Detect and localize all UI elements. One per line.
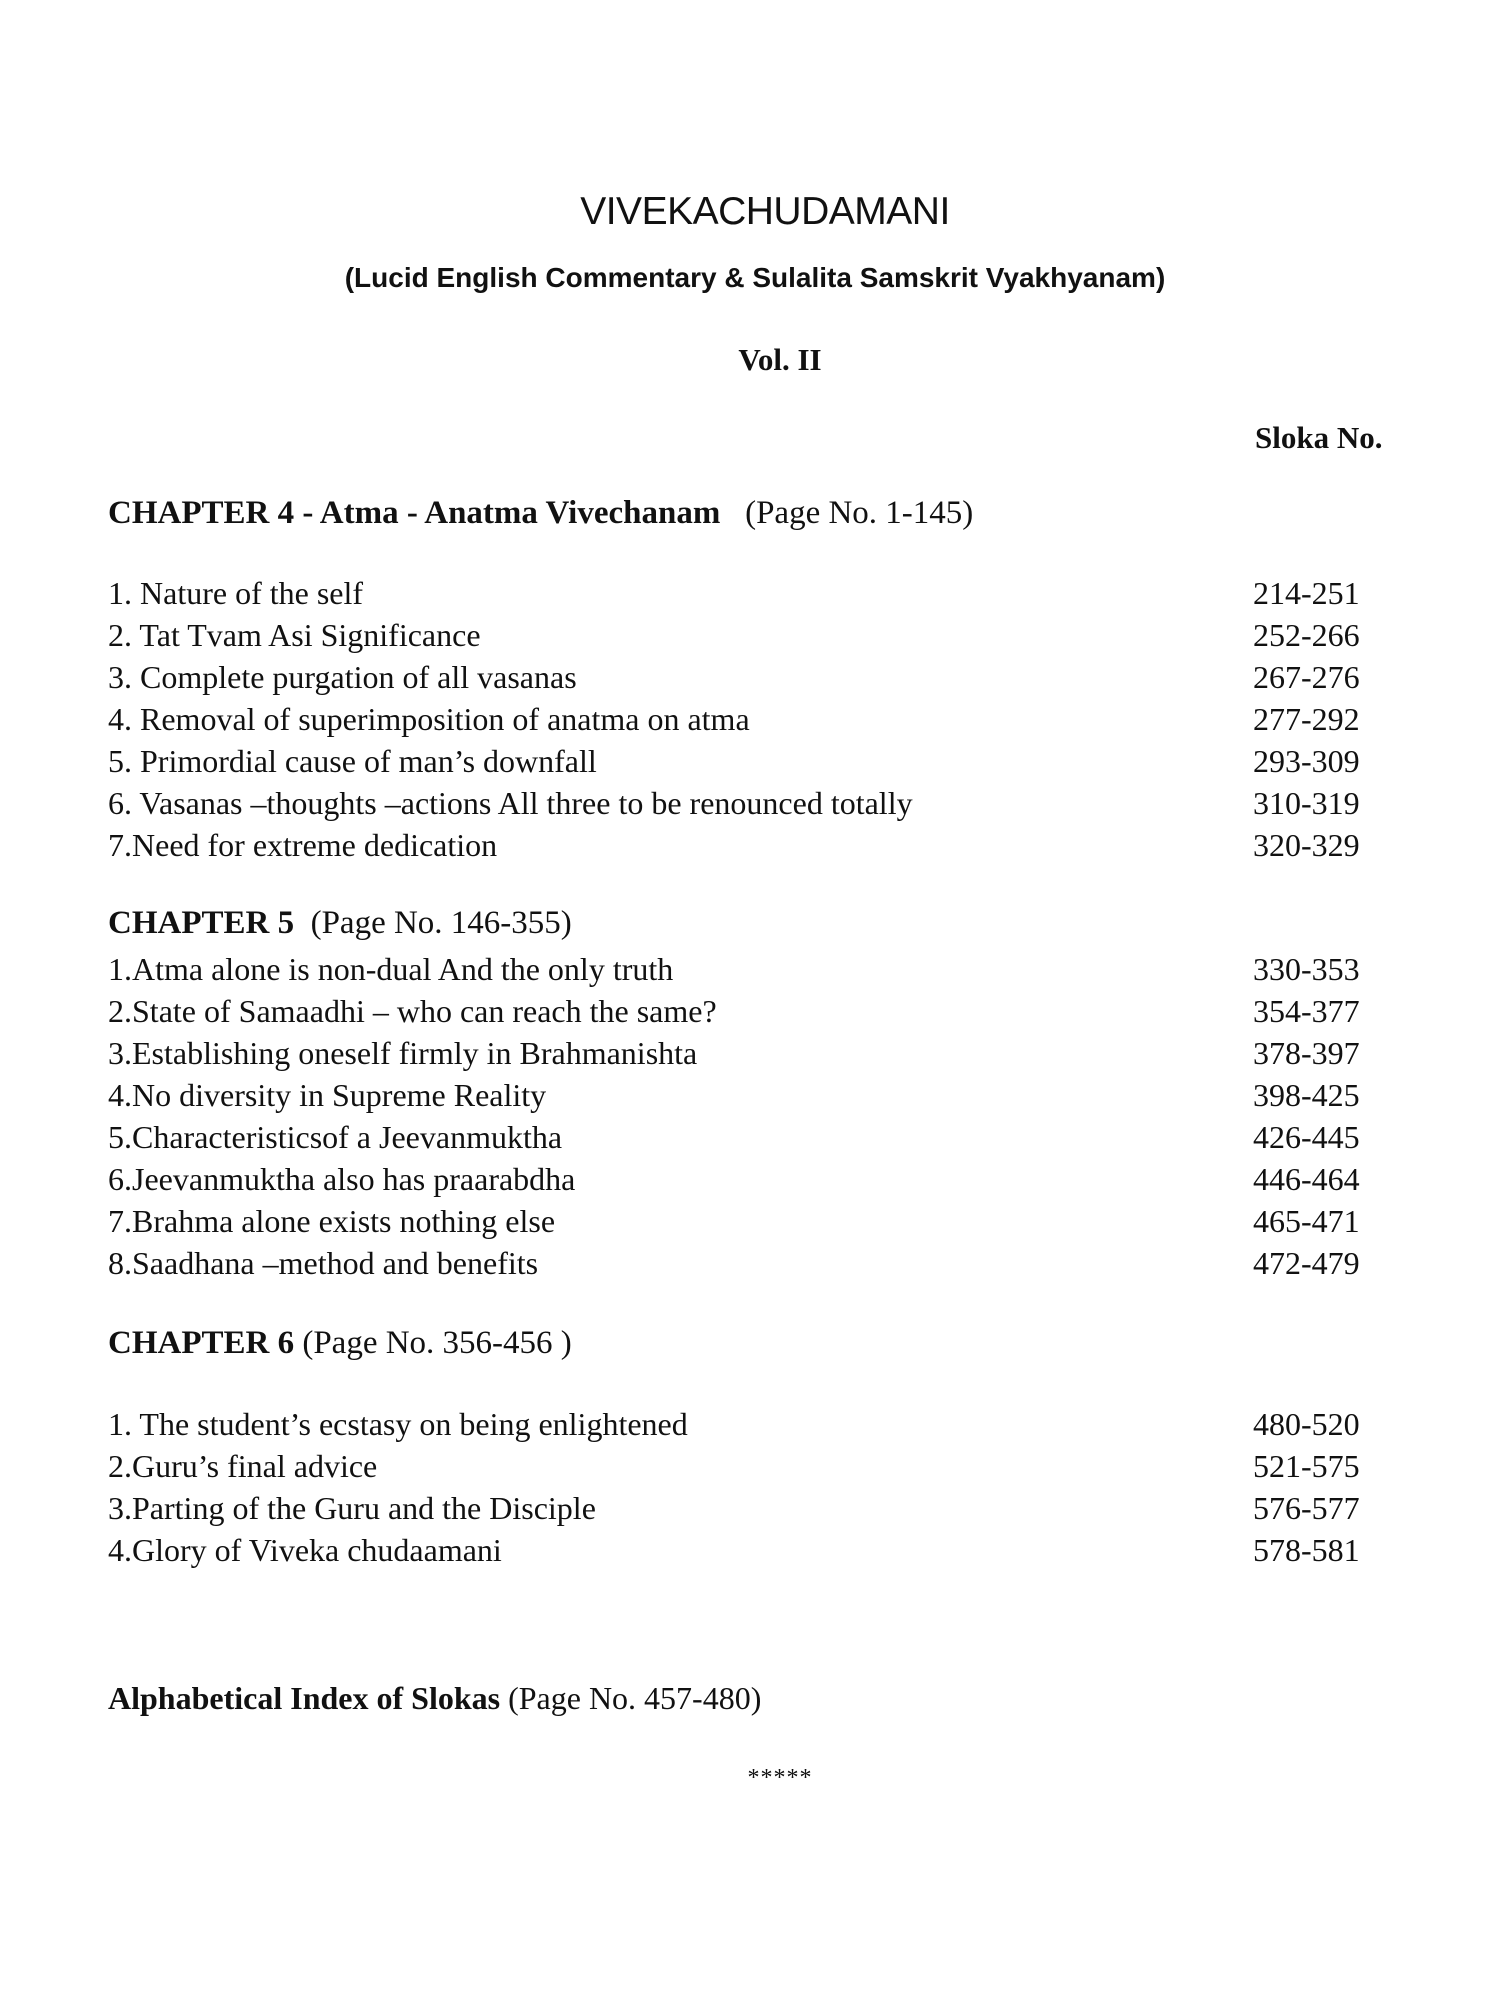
toc-entry-sloka-range: 398-425 [1253, 1077, 1360, 1113]
chapter-pages: (Page No. 356-456 ) [302, 1325, 572, 1361]
toc-entry-sloka-range: 426-445 [1253, 1119, 1360, 1155]
book-title: VIVEKACHUDAMANI [580, 190, 950, 233]
toc-entry-title: 3.Establishing oneself firmly in Brahmanishta [108, 1035, 698, 1071]
toc-entry-title: 6. Vasanas –thoughts –actions All three to be renounced totally [108, 785, 913, 821]
sloka-number-header: Sloka No. [1255, 420, 1383, 455]
chapter-heading [108, 905, 572, 942]
toc-entry-title: 2.State of Samaadhi – who can reach the same? [108, 993, 717, 1029]
toc-entry-sloka-range: 354-377 [1253, 993, 1360, 1029]
toc-entry [108, 824, 1393, 866]
toc-entry-title: 7.Brahma alone exists nothing else [108, 1203, 556, 1239]
toc-entry-sloka-range: 330-353 [1253, 951, 1360, 987]
toc-entry [108, 1529, 1393, 1571]
toc-entry-title: 2.Guru’s final advice [108, 1448, 378, 1484]
chapter-pages: (Page No. 1-145) [745, 495, 974, 531]
toc-entry [108, 740, 1393, 782]
chapter-heading [108, 1325, 572, 1362]
volume-label: Vol. II [738, 342, 822, 377]
toc-entry [108, 1200, 1393, 1242]
toc-entry [108, 1074, 1393, 1116]
toc-entry [108, 572, 1393, 614]
toc-entry-sloka-range: 446-464 [1253, 1161, 1360, 1197]
toc-entry-title: 5.Characteristicsof a Jeevanmuktha [108, 1119, 563, 1155]
toc-entry-title: 6.Jeevanmuktha also has praarabdha [108, 1161, 576, 1197]
chapter-contents-list [108, 572, 1393, 866]
chapter-subtitle: - Atma - Anatma Vivechanam [294, 495, 721, 531]
toc-entry-title: 3.Parting of the Guru and the Disciple [108, 1490, 596, 1526]
toc-entry-sloka-range: 378-397 [1253, 1035, 1360, 1071]
index-label: Alphabetical Index of Slokas [108, 1680, 501, 1716]
toc-entry-title: 7.Need for extreme dedication [108, 827, 498, 863]
toc-entry-sloka-range: 293-309 [1253, 743, 1360, 779]
chapter-contents-list [108, 948, 1393, 1284]
toc-entry-sloka-range: 320-329 [1253, 827, 1360, 863]
toc-entry [108, 1158, 1393, 1200]
chapter-heading [108, 495, 973, 532]
toc-entry [108, 1487, 1393, 1529]
toc-entry [108, 1116, 1393, 1158]
toc-entry [108, 1445, 1393, 1487]
toc-entry-title: 3. Complete purgation of all vasanas [108, 659, 577, 695]
chapter-pages: (Page No. 146-355) [310, 905, 572, 941]
toc-entry-title: 1. Nature of the self [108, 575, 364, 611]
toc-entry-sloka-range: 521-575 [1253, 1448, 1360, 1484]
toc-entry [108, 948, 1393, 990]
chapter-contents-list [108, 1403, 1393, 1571]
toc-entry [108, 1403, 1393, 1445]
alphabetical-index-entry [108, 1680, 761, 1717]
toc-entry-title: 4.No diversity in Supreme Reality [108, 1077, 547, 1113]
toc-entry-title: 4.Glory of Viveka chudaamani [108, 1532, 502, 1568]
toc-entry-sloka-range: 277-292 [1253, 701, 1360, 737]
toc-entry-sloka-range: 267-276 [1253, 659, 1360, 695]
chapter-label: CHAPTER 5 [108, 905, 295, 941]
toc-entry [108, 614, 1393, 656]
toc-entry-sloka-range: 310-319 [1253, 785, 1360, 821]
chapter-label: CHAPTER 4 [108, 495, 295, 531]
toc-entry-title: 1. The student’s ecstasy on being enlightened [108, 1406, 688, 1442]
toc-entry [108, 782, 1393, 824]
toc-entry-sloka-range: 465-471 [1253, 1203, 1360, 1239]
index-pages: (Page No. 457-480) [508, 1680, 762, 1716]
chapter-label: CHAPTER 6 [108, 1325, 295, 1361]
toc-entry-title: 1.Atma alone is non-dual And the only truth [108, 951, 674, 987]
toc-entry [108, 656, 1393, 698]
end-marker: ***** [747, 1765, 813, 1791]
toc-entry-sloka-range: 480-520 [1253, 1406, 1360, 1442]
toc-entry [108, 990, 1393, 1032]
toc-entry-sloka-range: 472-479 [1253, 1245, 1360, 1281]
toc-entry-sloka-range: 578-581 [1253, 1532, 1360, 1568]
toc-entry-title: 4. Removal of superimposition of anatma on atma [108, 701, 750, 737]
toc-entry [108, 1032, 1393, 1074]
book-subtitle: (Lucid English Commentary & Sulalita Samskrit Vyakhyanam) [344, 262, 1166, 293]
toc-entry [108, 1242, 1393, 1284]
toc-entry-sloka-range: 252-266 [1253, 617, 1360, 653]
toc-entry-title: 5. Primordial cause of man’s downfall [108, 743, 597, 779]
toc-entry-title: 2. Tat Tvam Asi Significance [108, 617, 481, 653]
toc-entry-sloka-range: 576-577 [1253, 1490, 1360, 1526]
toc-entry [108, 698, 1393, 740]
toc-entry-sloka-range: 214-251 [1253, 575, 1360, 611]
toc-entry-title: 8.Saadhana –method and benefits [108, 1245, 539, 1281]
